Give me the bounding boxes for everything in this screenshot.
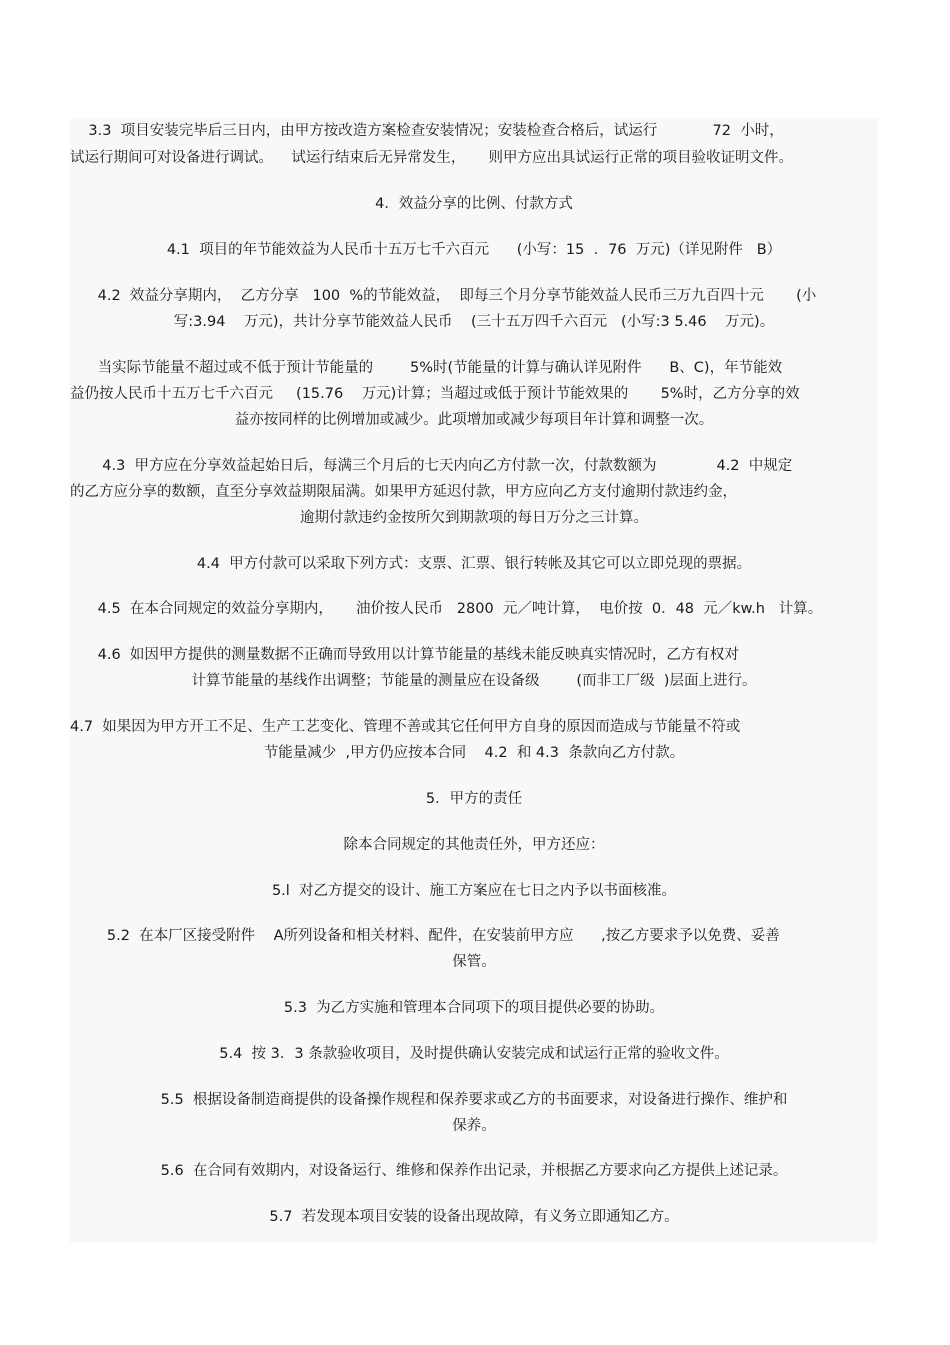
text-line: 5．甲方的责任: [425, 791, 523, 807]
text-line: 5.6 在合同有效期内，对设备运行、维修和保养作出记录，并根据乙方要求向乙方提供上述记录。: [160, 1163, 788, 1179]
text-line: 写:3.94 万元)，共计分享节能效益人民币 (三十五万四千六百元 (小写:3 5.46 万元)。: [173, 314, 775, 330]
text-line: 4．效益分享的比例、付款方式: [375, 196, 573, 212]
text-line: 益亦按同样的比例增加或减少。此项增加或减少每项目年计算和调整一次。: [234, 412, 714, 428]
text-line: 5.l 对乙方提交的设计、施工方案应在七日之内予以书面核准。: [271, 883, 677, 899]
text-line: 试运行期间可对设备进行调试。 试运行结束后无异常发生， 则甲方应出具试运行正常的项目验收证明文件。: [70, 150, 793, 166]
text-line: 计算节能量的基线作出调整；节能量的测量应在设备级 (而非工厂级 )层面上进行。: [191, 673, 757, 689]
text-line: 益仍按人民币十五万七千六百元 (15.76 万元)计算；当超过或低于预计节能效果的 5%时，乙方分享的效: [70, 386, 800, 402]
text-line: 节能量减少 ,甲方仍应按本合同 4.2 和 4.3 条款向乙方付款。: [263, 745, 685, 761]
text-line: 逾期付款违约金按所欠到期款项的每日万分之三计算。: [300, 510, 648, 526]
text-line: 除本合同规定的其他责任外，甲方还应：: [343, 837, 605, 853]
text-line: 4.1 项目的年节能效益为人民币十五万七千六百元 (小写：15 ．76 万元)（详见附件 B）: [166, 242, 782, 258]
text-line: 保管。: [452, 954, 496, 970]
text-line: 5.2 在本厂区接受附件 A所列设备和相关材料、配件，在安装前甲方应 ,按乙方要求予以免费、妥善: [70, 928, 780, 944]
text-line: 4.3 甲方应在分享效益起始日后，每满三个月后的七天内向乙方付款一次，付款数额为 4.2 中规定: [70, 458, 793, 474]
text-line: 5.3 为乙方实施和管理本合同项下的项目提供必要的协助。: [283, 1000, 665, 1016]
text-line: 4.7 如果因为甲方开工不足、生产工艺变化、管理不善或其它任何甲方自身的原因而造成与节能量不符或: [70, 719, 741, 735]
text-line: 4.2 效益分享期内， 乙方分享 100 %的节能效益， 即每三个月分享节能效益人民币三万九百四十元 (小: [70, 288, 817, 304]
text-line: 4.6 如因甲方提供的测量数据不正确而导致用以计算节能量的基线未能反映真实情况时，乙方有权对: [70, 647, 739, 663]
text-line: 当实际节能量不超过或不低于预计节能量的 5%时(节能量的计算与确认详见附件 B、C)，年节能效: [70, 360, 783, 376]
text-line: 3.3 项目安装完毕后三日内，由甲方按改造方案检查安装情况；安装检查合格后，试运行 72 小时，: [70, 123, 784, 139]
text-line: 保养。: [452, 1118, 496, 1134]
text-line: 5.5 根据设备制造商提供的设备操作规程和保养要求或乙方的书面要求，对设备进行操作、维护和: [160, 1092, 788, 1108]
text-line: 5.4 按 3．3 条款验收项目，及时提供确认安装完成和试运行正常的验收文件。: [219, 1046, 729, 1062]
text-line: 的乙方应分享的数额，直至分享效益期限届满。如果甲方延迟付款，甲方应向乙方支付逾期付款违约金，: [70, 484, 737, 500]
text-line: 5.7 若发现本项目安装的设备出现故障，有义务立即通知乙方。: [269, 1209, 679, 1225]
text-line: 4.5 在本合同规定的效益分享期内， 油价按人民币 2800 元／吨计算， 电价按 0．48 元／kw.h 计算。: [70, 601, 823, 617]
text-line: 4.4 甲方付款可以采取下列方式：支票、汇票、银行转帐及其它可以立即兑现的票据。: [196, 556, 752, 572]
